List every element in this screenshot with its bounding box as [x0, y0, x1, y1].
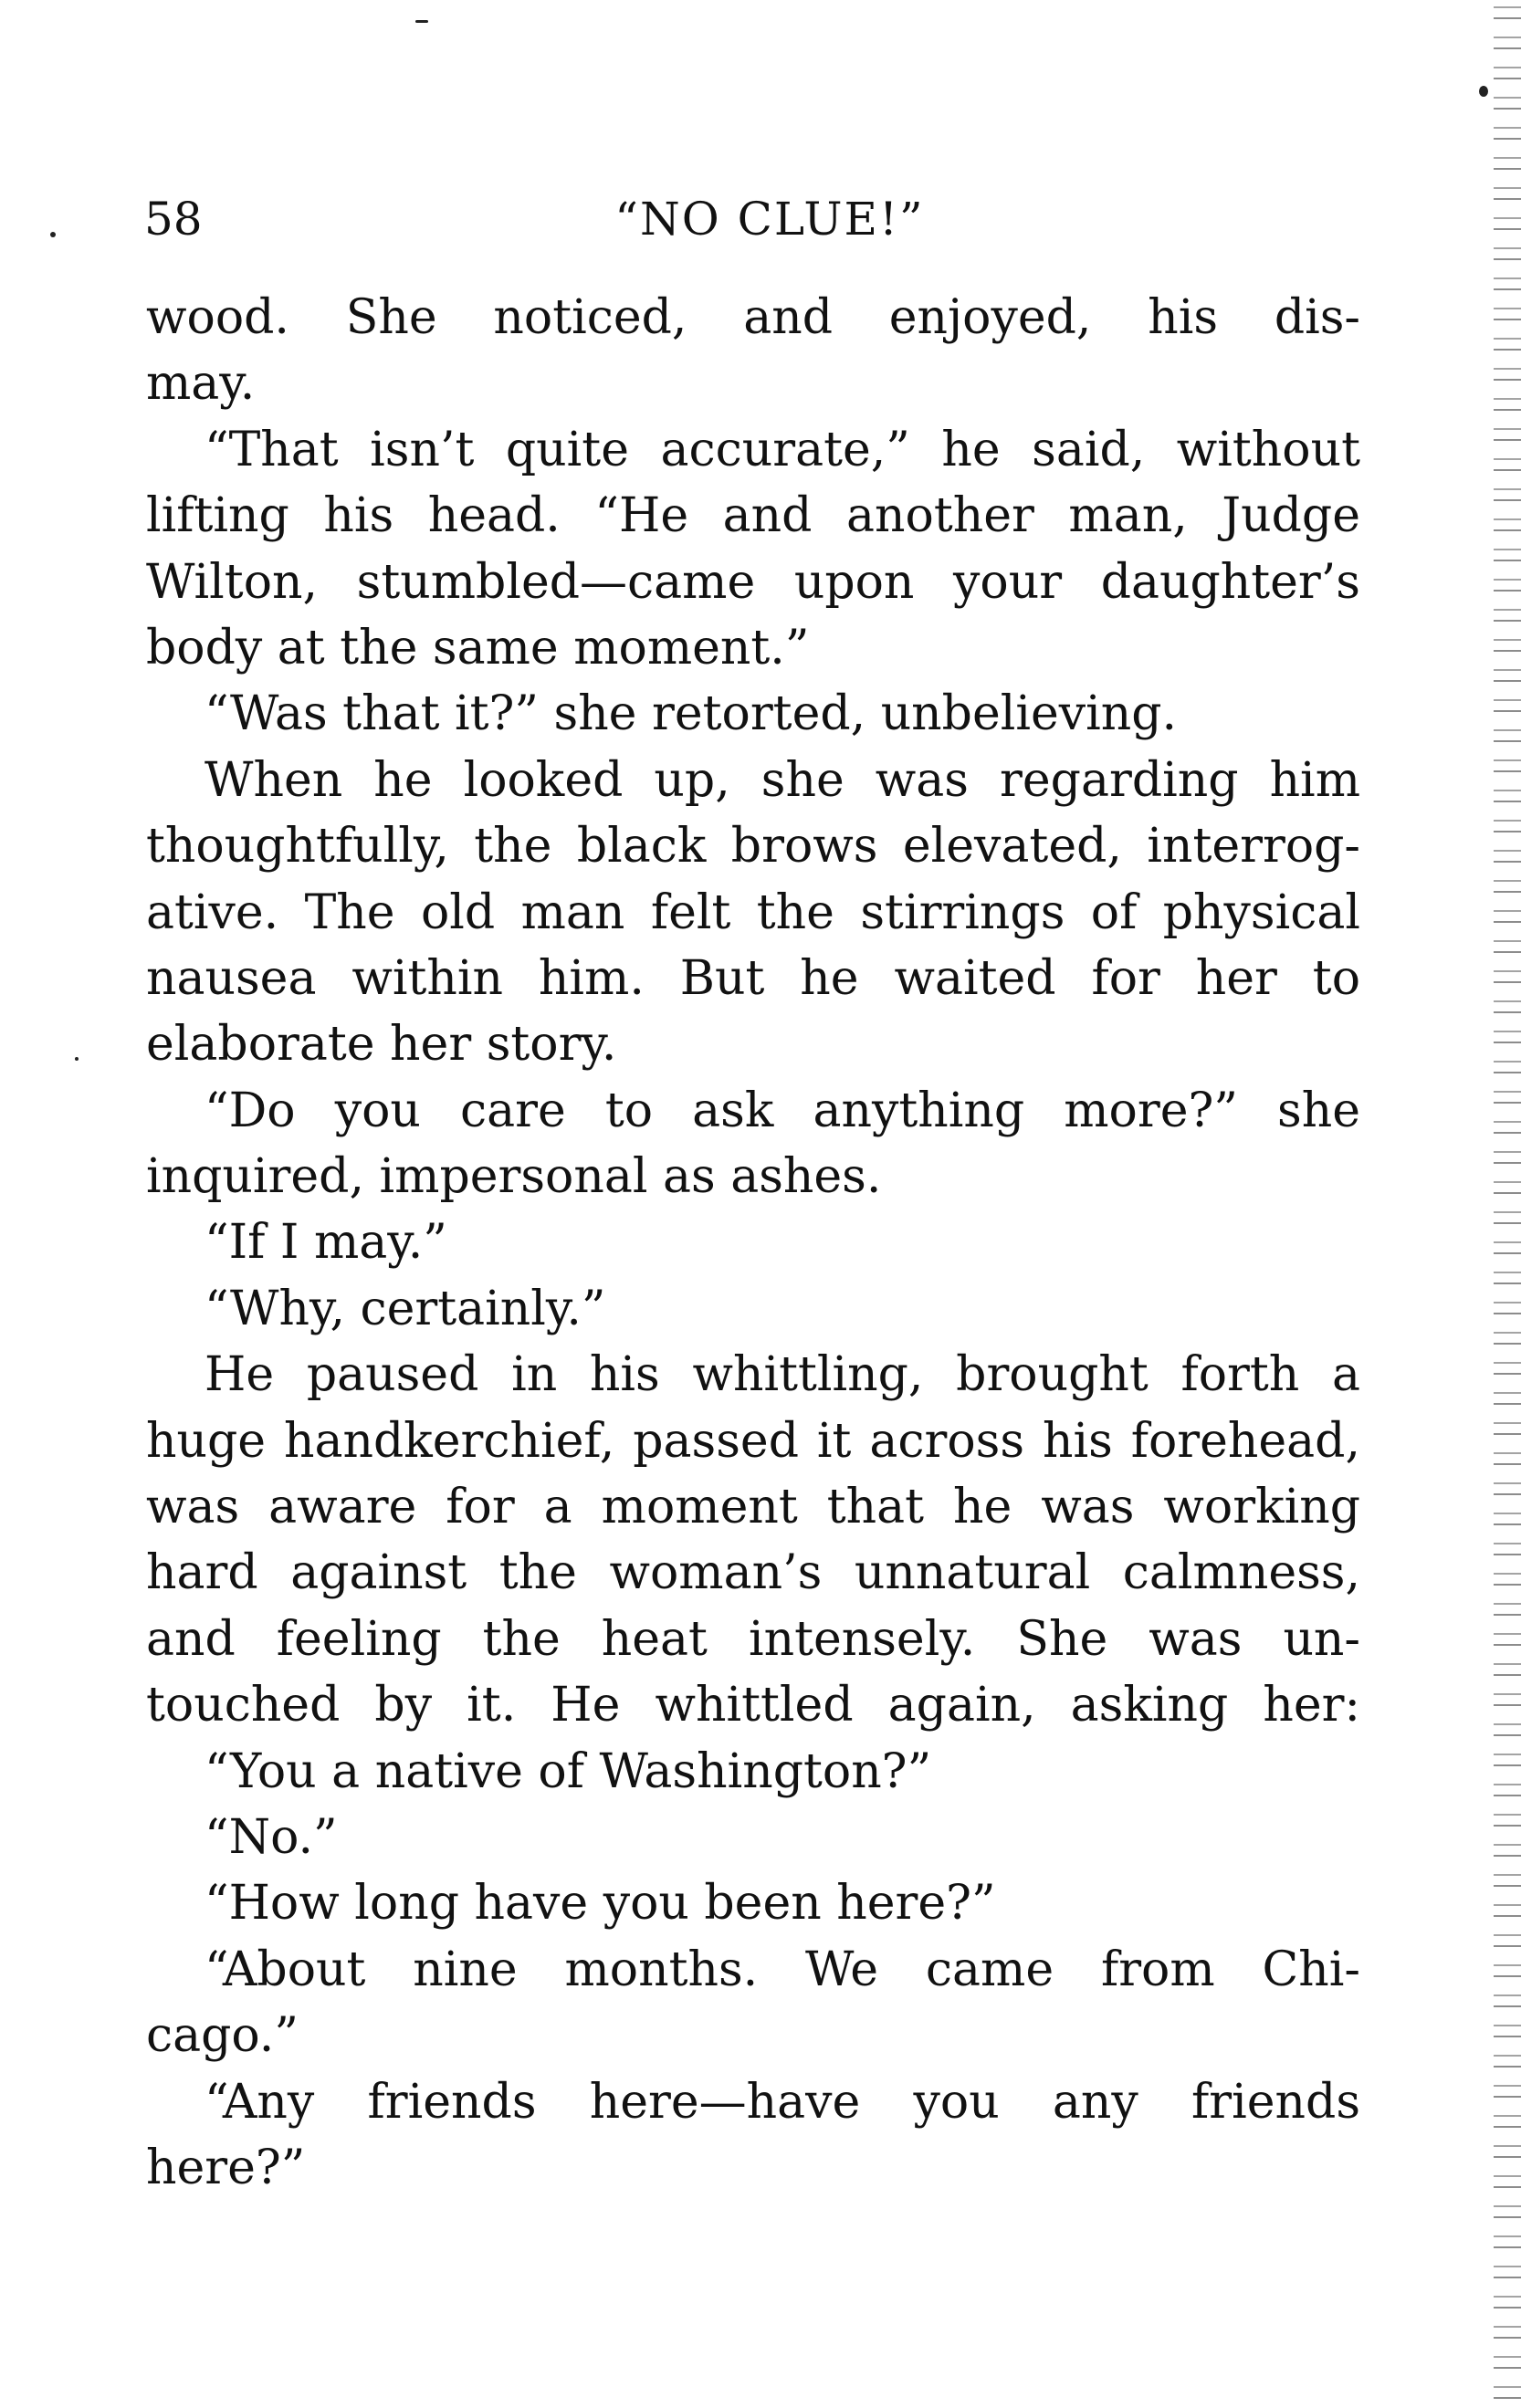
text-line: “Why, certainly.” — [205, 1281, 606, 1336]
text-line: When he looked up, she was regarding him — [205, 752, 1360, 808]
scanned-page-edge — [1494, 0, 1521, 2408]
page-header — [144, 187, 1358, 251]
text-line: “You a native of Washington?” — [205, 1743, 932, 1799]
page-number: 58 — [144, 193, 203, 246]
text-line: nausea within him. But he waited for her to — [146, 950, 1360, 1006]
text-line: cago.” — [146, 2008, 299, 2064]
text-line: lifting his head. “He and another man, Judge — [146, 488, 1360, 544]
text-line: “Any friends here—have you any friends — [205, 2074, 1360, 2130]
text-line: “About nine months. We came from Chi- — [205, 1942, 1360, 1997]
ink-speck — [75, 1057, 79, 1061]
text-line: elaborate her story. — [146, 1017, 617, 1073]
text-line: huge handkerchief, passed it across his forehead, — [146, 1413, 1360, 1469]
text-line: was aware for a moment that he was working — [146, 1480, 1360, 1535]
ink-speck — [1479, 86, 1488, 97]
text-line: “If I may.” — [205, 1215, 447, 1271]
running-title: “NO CLUE!” — [614, 193, 925, 246]
text-line: wood. She noticed, and enjoyed, his dis- — [146, 290, 1360, 345]
text-line: body at the same moment.” — [146, 620, 810, 675]
text-line: and feeling the heat intensely. She was un- — [146, 1611, 1360, 1667]
text-line: “Do you care to ask anything more?” she — [205, 1083, 1360, 1138]
text-line: “How long have you been here?” — [205, 1876, 996, 1932]
text-line: “No.” — [205, 1809, 338, 1865]
text-line: “Was that it?” she retorted, unbelieving. — [205, 686, 1178, 742]
text-line: touched by it. He whittled again, asking her: — [146, 1678, 1360, 1733]
ink-speck — [415, 20, 428, 23]
text-line: here?” — [146, 2140, 306, 2195]
body-text — [146, 285, 1360, 2201]
text-line: inquired, impersonal as ashes. — [146, 1149, 882, 1205]
ink-speck — [50, 232, 56, 237]
text-line: He paused in his whittling, brought forth a — [205, 1347, 1360, 1403]
text-line: Wilton, stumbled—came upon your daughter’s — [146, 554, 1360, 610]
text-line: may. — [146, 356, 256, 412]
text-line: hard against the woman’s unnatural calmness, — [146, 1545, 1360, 1601]
text-line: ative. The old man felt the stirrings of physical — [146, 885, 1360, 940]
text-line: thoughtfully, the black brows elevated, interrog- — [146, 819, 1360, 874]
text-line: “That isn’t quite accurate,” he said, without — [205, 422, 1360, 477]
